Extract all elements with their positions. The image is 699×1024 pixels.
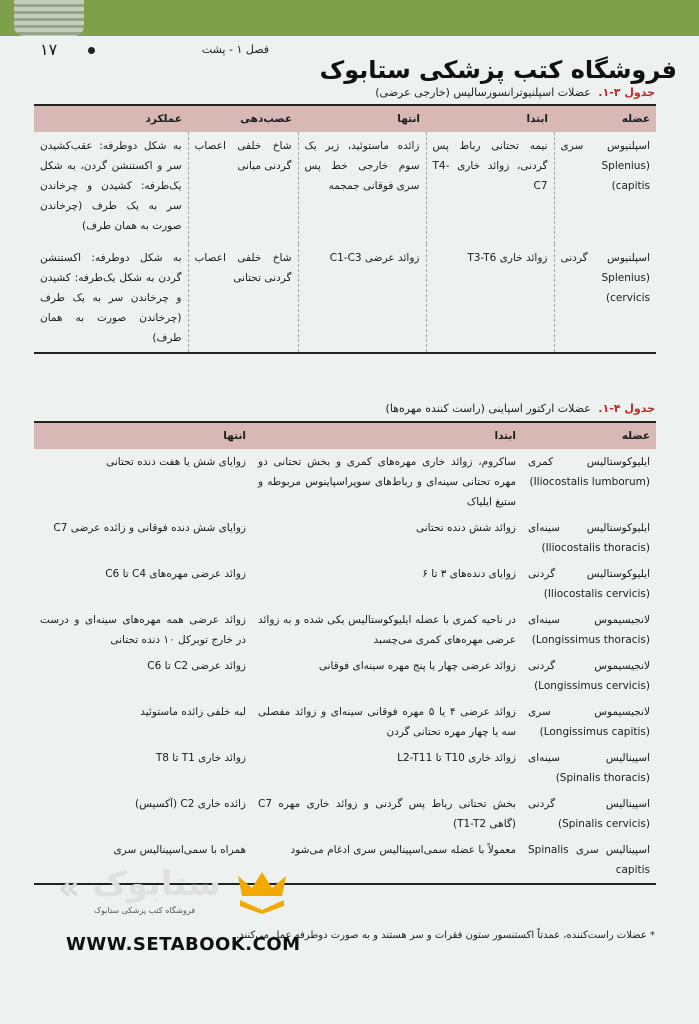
t2-cell: زوائد عرضی مهره‌های C4 تا C6 [105,568,246,580]
store-url[interactable]: WWW.SETABOOK.COM [66,934,301,955]
t2-cell: اسپینالیس سری Spinalis capitis [528,844,650,876]
t2-cell: ایلیوکوستالیس گردنی (Iliocostalis cervicis) [528,568,650,600]
t2-cell: زوائد عرضی ۴ یا ۵ مهره فوقانی سینه‌ای و زوائد مفصلی سه یا چهار مهره تحتانی گردن [258,706,516,738]
t1-header-insertion: انتها [298,105,426,132]
t2-cell: زوائد شش دنده تحتانی [415,522,516,534]
t2-cell: زائده خاری C2 (آکسیس) [135,798,246,810]
table-row [34,515,656,561]
t2-cell: لانجیسیموس سری (Longissimus capitis) [528,706,650,738]
table-row [34,699,656,745]
table-row [34,653,656,699]
t2-cell: زوایای شش دنده فوقانی و زائده عرضی C7 [53,522,246,534]
table-row [34,745,656,791]
t2-cell: ایلیوکوستالیس کمری (Iliocostalis lumborum) [528,456,650,488]
t2-cell: زوائد خاری T1 تا T8 [155,752,246,764]
setabook-logo [58,860,298,920]
chevron-left-icon: « [58,868,80,908]
t2-header-origin: ابتدا [252,422,522,449]
page-number: ۱۷ [40,40,58,59]
book-crown-icon [234,866,290,914]
t1-cell: شاخ خلفی اعصاب گردنی میانی [188,132,298,244]
t2-cell: زوایای دنده‌های ۳ تا ۶ [422,568,516,580]
t1-cell: نیمه تحتانی رباط پس گردنی، زوائد خاری T4-C7 [426,132,554,244]
t2-cell: لانجیسیموس سینه‌ای (Longissimus thoracis) [528,614,650,646]
t1-cell: شاخ خلفی اعصاب گردنی تحتانی [188,244,298,353]
table1-caption [375,86,655,99]
t2-cell: معمولاً با عضله سمی‌اسپینالیس سری ادغام می‌شود [290,844,516,856]
t1-cell: به شکل دوطرفه: عقب‌کشیدن سر و اکستنشن گردن، به شکل یک‌طرفه: کشیدن و چرخاندن سر به یک طرف (چرخاندن صورت به همان طرف) [40,140,182,232]
bullet-dot [88,47,95,54]
table1-caption-text: عضلات اسپلنیوترانسورسالیس (خارجی عرضی) [375,86,591,99]
store-watermark-title: فروشگاه کتب پزشکی ستابوک [319,56,677,84]
t1-cell: زائده ماستوئید، زیر یک سوم خارجی خط پس سری فوقانی جمجمه [298,132,426,244]
t2-cell: زوائد عرضی C2 تا C6 [147,660,246,672]
t1-header-innervation: عصب‌دهی [188,105,298,132]
table-footnote: * عضلات راست‌کننده، عمدتاً اکستنسور ستون فقرات و سر هستند و به صورت دوطرفه عمل می‌کنند. [236,930,655,941]
t2-cell: زوائد عرضی همه مهره‌های سینه‌ای و درست در خارج توبرکل ۱۰ دنده تحتانی [40,614,246,646]
table-row [34,791,656,837]
t1-cell: زوائد خاری T3-T6 [426,244,554,353]
t2-cell: اسپینالیس سینه‌ای (Spinalis thoracis) [528,752,650,784]
t1-cell: به شکل دوطرفه: اکستنشن گردن به شکل یک‌طرفه: کشیدن و چرخاندن سر به یک طرف (چرخاندن صورت به همان طرف) [40,252,182,344]
t2-cell: ایلیوکوستالیس سینه‌ای (Iliocostalis thoracis) [528,522,650,554]
logo-subtitle: فروشگاه کتب پزشکی ستابوک [94,906,196,915]
table-row [34,244,656,353]
t1-cell: اسپلنیوس گردنی (Splenius cervicis) [554,244,656,353]
t1-header-action: عملکرد [34,105,188,132]
table2-caption [386,402,655,415]
t1-header-muscle: عضله [554,105,656,132]
t1-cell: زوائد عرضی C1-C3 [298,244,426,353]
t2-cell: لبه خلفی زائده ماستوئید [140,706,246,718]
top-color-band [0,0,699,36]
t2-header-muscle: عضله [522,422,656,449]
table-row [34,607,656,653]
t2-cell: زوائد خاری T10 تا L2-T11 [397,752,516,764]
t2-header-insertion: انتها [34,422,252,449]
spine-illustration [14,0,84,36]
table2-caption-text: عضلات ارکتور اسپاینی (راست کننده مهره‌ها) [385,402,591,415]
table-row [34,561,656,607]
t2-cell: ساکروم، زوائد خاری مهره‌های کمری و بخش تحتانی دو مهره تحتانی سینه‌ای و رباط‌های سوپراسپاینوس مربوطه و ستیغ ایلیاک [258,456,516,508]
table2-caption-tag: جدول ۴-۱. [598,402,655,415]
table-splenius [34,104,656,354]
table-row [34,132,656,244]
t2-cell: همراه با سمی‌اسپینالیس سری [113,844,246,856]
table-erector-spinae [34,421,656,885]
table-row [34,449,656,515]
t2-cell: زوائد عرضی چهار یا پنج مهره سینه‌ای فوقانی [318,660,516,672]
t1-cell: اسپلنیوس سری (Splenius capitis) [554,132,656,244]
t2-cell: در ناحیه کمری با عضله ایلیوکوستالیس یکی شده و به زوائد عرضی مهره‌های کمری می‌چسبد [258,614,516,646]
t2-cell: زوایای شش یا هفت دنده تحتانی [106,456,246,468]
table1-caption-tag: جدول ۳-۱. [598,86,655,99]
t2-cell: بخش تحتانی رباط پس گردنی و زوائد خاری مهره C7 (گاهی T1-T2) [258,798,516,830]
logo-wordmark: ستابوک [92,864,221,904]
t2-cell: اسپینالیس گردنی (Spinalis cervicis) [528,798,650,830]
t2-cell: لانجیسیموس گردنی (Longissimus cervicis) [528,660,650,692]
t1-header-origin: ابتدا [426,105,554,132]
chapter-title: فصل ۱ - پشت [201,43,269,56]
